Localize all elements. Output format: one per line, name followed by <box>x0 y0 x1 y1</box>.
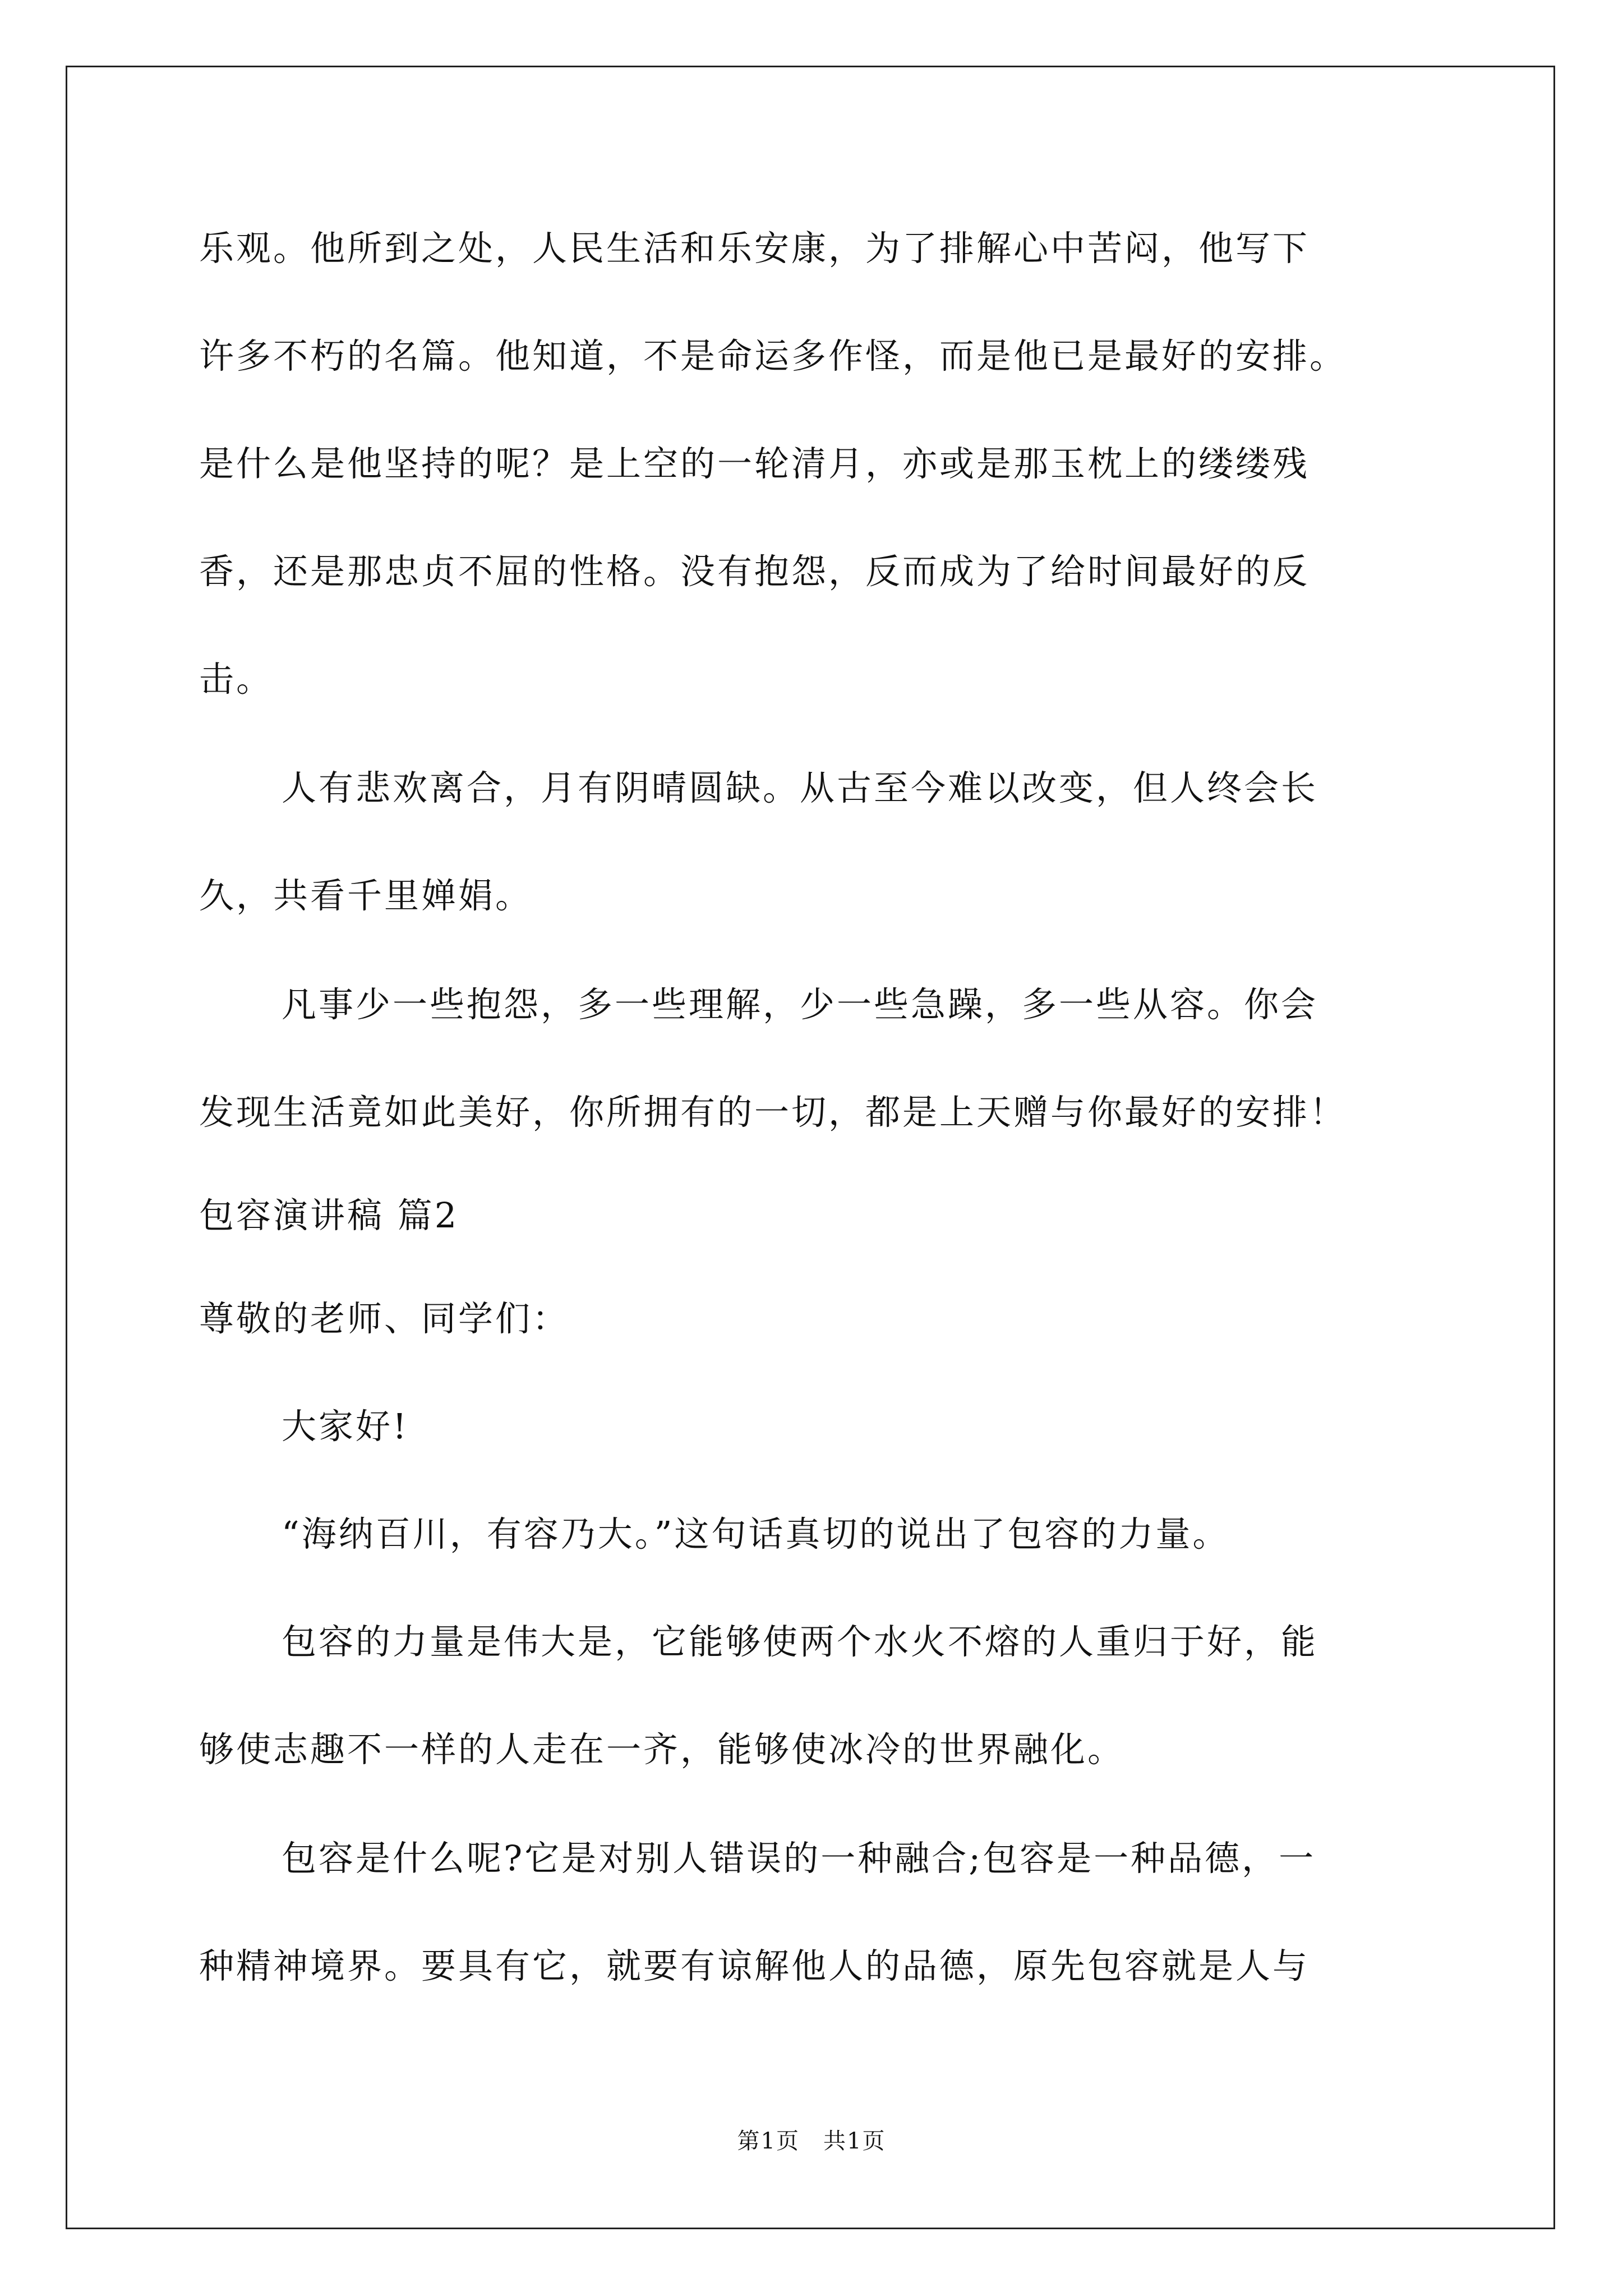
page-border <box>66 66 1555 2229</box>
body-line: 发现生活竟如此美好，你所拥有的一切，都是上天赠与你最好的安排！ <box>199 1092 1347 1133</box>
body-line: 种精神境界。要具有它，就要有谅解他人的品德，原先包容就是人与 <box>199 1945 1310 1986</box>
body-line: 是什么是他坚持的呢？是上空的一轮清月，亦或是那玉枕上的缕缕残 <box>199 443 1310 484</box>
body-line: 凡事少一些抱怨，多一些理解，少一些急躁，多一些从容。你会 <box>282 984 1318 1025</box>
body-line: 包容是什么呢?它是对别人错误的一种融合;包容是一种品德，一 <box>282 1838 1316 1879</box>
body-line: 够使志趣不一样的人走在一齐，能够使冰冷的世界融化。 <box>199 1729 1125 1770</box>
body-line: 久，共看千里婵娟。 <box>199 875 533 916</box>
body-line: 许多不朽的名篇。他知道，不是命运多作怪，而是他已是最好的安排。 <box>199 335 1347 376</box>
body-line: 乐观。他所到之处，人民生活和乐安康，为了排解心中苦闷，他写下 <box>199 228 1310 269</box>
body-line: 包容的力量是伟大是，它能够使两个水火不熔的人重归于好，能 <box>282 1621 1318 1662</box>
greeting: 大家好! <box>282 1406 409 1447</box>
body-line: 人有悲欢离合，月有阴晴圆缺。从古至今难以改变，但人终会长 <box>282 767 1318 808</box>
salutation: 尊敬的老师、同学们： <box>199 1298 570 1339</box>
body-line: 击。 <box>199 659 274 700</box>
page-footer: 第1页 共1页 <box>737 2128 886 2154</box>
section-heading: 包容演讲稿 篇2 <box>199 1195 459 1236</box>
body-line: 香，还是那忠贞不屈的性格。没有抱怨，反而成为了给时间最好的反 <box>199 551 1310 592</box>
body-line: “海纳百川，有容乃大。”这句话真切的说出了包容的力量。 <box>282 1513 1230 1554</box>
